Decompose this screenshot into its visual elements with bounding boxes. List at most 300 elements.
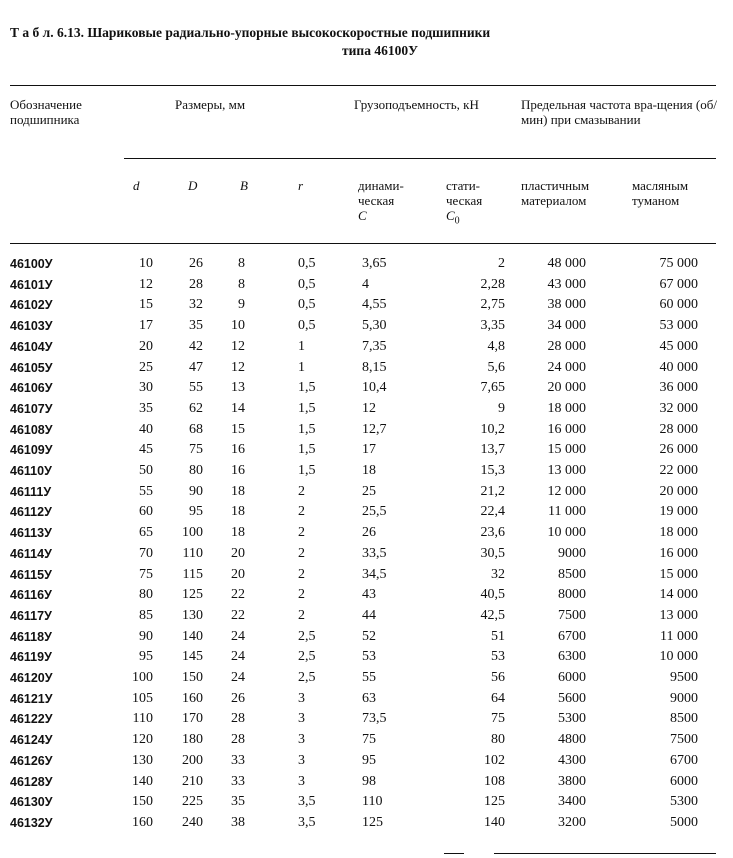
table-row — [0, 337, 733, 358]
cell-D: 140 — [182, 628, 203, 644]
cell-speed-oil-mist: 28 000 — [659, 421, 698, 437]
cell-D: 32 — [189, 297, 203, 313]
cell-B: 15 — [231, 421, 245, 437]
cell-d: 120 — [132, 732, 153, 748]
cell-D: 160 — [182, 690, 203, 706]
cell-dynamic-load: 75 — [362, 732, 376, 748]
cell-designation: 46103У — [10, 319, 53, 334]
cell-D: 95 — [189, 504, 203, 520]
cell-D: 145 — [182, 649, 203, 665]
header-d: d — [133, 178, 140, 193]
cell-r: 2 — [298, 566, 305, 582]
cell-designation: 46119У — [10, 650, 52, 665]
cell-designation: 46102У — [10, 298, 53, 313]
cell-designation: 46130У — [10, 795, 53, 810]
cell-speed-oil-mist: 5000 — [670, 814, 698, 830]
cell-speed-grease: 6000 — [558, 670, 586, 685]
cell-B: 22 — [231, 607, 245, 623]
cell-r: 1 — [298, 359, 305, 375]
table-title — [10, 24, 726, 60]
cell-d: 150 — [132, 794, 153, 810]
cell-speed-oil-mist: 18 000 — [659, 525, 698, 541]
table-row — [0, 585, 733, 606]
cell-d: 95 — [139, 649, 153, 665]
cell-speed-grease: 24 000 — [547, 359, 586, 375]
table-title-line2: типа 46100У — [342, 43, 418, 58]
cell-r: 0,5 — [298, 276, 316, 292]
cell-static-load: 125 — [484, 794, 505, 810]
cell-designation: 46126У — [10, 753, 53, 768]
footer-rule — [494, 853, 716, 854]
cell-static-load: 75 — [491, 711, 505, 727]
cell-d: 105 — [132, 690, 153, 706]
cell-speed-grease: 13 000 — [547, 463, 586, 478]
cell-static-load: 56 — [491, 670, 505, 685]
cell-d: 110 — [132, 711, 153, 727]
cell-designation: 46112У — [10, 505, 52, 520]
cell-r: 3,5 — [298, 814, 316, 830]
cell-speed-oil-mist: 40 000 — [659, 359, 698, 375]
cell-speed-grease: 3400 — [558, 794, 586, 810]
cell-speed-oil-mist: 67 000 — [659, 276, 698, 292]
table-row — [0, 813, 733, 834]
cell-speed-grease: 8000 — [558, 587, 586, 603]
cell-D: 75 — [189, 442, 203, 458]
header-static-subscript: 0 — [454, 215, 460, 227]
cell-designation: 46132У — [10, 815, 53, 830]
cell-d: 130 — [132, 752, 153, 768]
cell-designation: 46111У — [10, 484, 52, 499]
cell-static-load: 13,7 — [480, 442, 505, 458]
cell-r: 2,5 — [298, 628, 316, 644]
table-row — [0, 316, 733, 337]
cell-D: 150 — [182, 670, 203, 685]
cell-r: 1,5 — [298, 442, 316, 458]
table-row — [0, 275, 733, 296]
cell-speed-oil-mist: 8500 — [670, 711, 698, 727]
cell-dynamic-load: 63 — [362, 690, 376, 706]
cell-d: 65 — [139, 525, 153, 541]
cell-speed-grease: 34 000 — [547, 318, 586, 334]
cell-B: 26 — [231, 690, 245, 706]
cell-r: 2 — [298, 607, 305, 623]
cell-r: 2 — [298, 545, 305, 561]
cell-d: 10 — [139, 256, 153, 271]
table-row — [0, 523, 733, 544]
cell-D: 80 — [189, 463, 203, 478]
cell-d: 15 — [139, 297, 153, 313]
cell-r: 2,5 — [298, 670, 316, 685]
cell-r: 0,5 — [298, 256, 316, 271]
table-row — [0, 730, 733, 751]
header-dynamic-label: динами-ческая — [358, 178, 404, 208]
table-row — [0, 627, 733, 648]
cell-d: 40 — [139, 421, 153, 437]
cell-designation: 46100У — [10, 257, 53, 271]
cell-B: 18 — [231, 504, 245, 520]
cell-speed-grease: 7500 — [558, 607, 586, 623]
cell-speed-grease: 10 000 — [547, 525, 586, 541]
cell-D: 62 — [189, 400, 203, 416]
cell-static-load: 80 — [491, 732, 505, 748]
cell-D: 180 — [182, 732, 203, 748]
table-row — [0, 358, 733, 379]
cell-dynamic-load: 55 — [362, 670, 376, 685]
cell-dynamic-load: 10,4 — [362, 380, 387, 396]
cell-speed-grease: 38 000 — [547, 297, 586, 313]
cell-d: 90 — [139, 628, 153, 644]
cell-dynamic-load: 43 — [362, 587, 376, 603]
cell-designation: 46118У — [10, 629, 52, 644]
cell-static-load: 2,28 — [480, 276, 505, 292]
cell-r: 0,5 — [298, 318, 316, 334]
header-dynamic-symbol: C — [358, 208, 367, 223]
cell-dynamic-load: 26 — [362, 525, 376, 541]
cell-D: 130 — [182, 607, 203, 623]
cell-B: 13 — [231, 380, 245, 396]
cell-D: 55 — [189, 380, 203, 396]
cell-D: 68 — [189, 421, 203, 437]
cell-speed-grease: 11 000 — [548, 504, 586, 520]
cell-r: 3 — [298, 773, 305, 789]
cell-dynamic-load: 12,7 — [362, 421, 387, 437]
table-row — [0, 689, 733, 710]
cell-dynamic-load: 4 — [362, 276, 369, 292]
cell-D: 47 — [189, 359, 203, 375]
cell-speed-grease: 5300 — [558, 711, 586, 727]
cell-static-load: 53 — [491, 649, 505, 665]
cell-dynamic-load: 4,55 — [362, 297, 387, 313]
cell-B: 8 — [238, 276, 245, 292]
cell-static-load: 15,3 — [480, 463, 505, 478]
cell-r: 3 — [298, 752, 305, 768]
cell-dynamic-load: 5,30 — [362, 318, 387, 334]
cell-B: 16 — [231, 463, 245, 478]
cell-dynamic-load: 95 — [362, 752, 376, 768]
cell-speed-grease: 8500 — [558, 566, 586, 582]
cell-speed-oil-mist: 60 000 — [659, 297, 698, 313]
header-static-label: стати-ческая — [446, 178, 483, 208]
cell-designation: 46108У — [10, 422, 53, 437]
cell-D: 200 — [182, 752, 203, 768]
cell-static-load: 21,2 — [480, 483, 505, 499]
cell-speed-oil-mist: 20 000 — [659, 483, 698, 499]
cell-r: 1,5 — [298, 463, 316, 478]
table-row — [0, 606, 733, 627]
cell-r: 3 — [298, 732, 305, 748]
cell-d: 45 — [139, 442, 153, 458]
cell-D: 210 — [182, 773, 203, 789]
cell-B: 9 — [238, 297, 245, 313]
cell-speed-oil-mist: 13 000 — [659, 607, 698, 623]
cell-B: 10 — [231, 318, 245, 334]
header-dimensions: Размеры, мм — [175, 97, 246, 112]
cell-d: 17 — [139, 318, 153, 334]
header-speed: Предельная частота вра-щения (об/мин) при смазывании — [521, 97, 717, 127]
cell-D: 28 — [189, 276, 203, 292]
header-static-symbol — [446, 208, 506, 229]
cell-r: 2 — [298, 483, 305, 499]
cell-B: 38 — [231, 814, 245, 830]
cell-speed-oil-mist: 6700 — [670, 752, 698, 768]
cell-D: 240 — [182, 814, 203, 830]
cell-r: 1,5 — [298, 421, 316, 437]
cell-B: 12 — [231, 338, 245, 354]
cell-dynamic-load: 18 — [362, 463, 376, 478]
cell-D: 115 — [182, 566, 203, 582]
cell-B: 8 — [238, 256, 245, 271]
cell-speed-grease: 20 000 — [547, 380, 586, 396]
cell-d: 60 — [139, 504, 153, 520]
cell-D: 42 — [189, 338, 203, 354]
cell-d: 50 — [139, 463, 153, 478]
cell-D: 26 — [189, 256, 203, 271]
top-rule — [10, 85, 716, 86]
table-title-line1: Т а б л. 6.13. Шариковые радиально-упорные высокоскоростные подшипники — [10, 25, 491, 40]
cell-static-load: 2 — [498, 256, 505, 271]
cell-static-load: 32 — [491, 566, 505, 582]
cell-B: 28 — [231, 732, 245, 748]
cell-d: 35 — [139, 400, 153, 416]
cell-speed-oil-mist: 36 000 — [659, 380, 698, 396]
table-row — [0, 709, 733, 730]
header-static — [446, 178, 506, 229]
cell-static-load: 64 — [491, 690, 505, 706]
header-oil: масляным туманом — [632, 178, 689, 208]
header-dynamic — [358, 178, 430, 223]
cell-dynamic-load: 3,65 — [362, 256, 387, 271]
cell-D: 35 — [189, 318, 203, 334]
cell-D: 170 — [182, 711, 203, 727]
cell-r: 1,5 — [298, 380, 316, 396]
table-row — [0, 502, 733, 523]
cell-d: 30 — [139, 380, 153, 396]
cell-speed-oil-mist: 6000 — [670, 773, 698, 789]
cell-designation: 46128У — [10, 774, 53, 789]
cell-designation: 46115У — [10, 567, 52, 582]
cell-static-load: 40,5 — [480, 587, 505, 603]
table-row — [0, 295, 733, 316]
cell-B: 14 — [231, 400, 245, 416]
cell-speed-oil-mist: 26 000 — [659, 442, 698, 458]
cell-B: 12 — [231, 359, 245, 375]
cell-r: 3 — [298, 690, 305, 706]
cell-r: 2 — [298, 587, 305, 603]
cell-static-load: 140 — [484, 814, 505, 830]
cell-speed-oil-mist: 11 000 — [660, 628, 698, 644]
cell-designation: 46106У — [10, 381, 53, 396]
cell-d: 20 — [139, 338, 153, 354]
cell-static-load: 9 — [498, 400, 505, 416]
cell-speed-oil-mist: 45 000 — [659, 338, 698, 354]
table-row — [0, 565, 733, 586]
cell-speed-grease: 16 000 — [547, 421, 586, 437]
cell-d: 160 — [132, 814, 153, 830]
cell-B: 16 — [231, 442, 245, 458]
cell-dynamic-load: 25 — [362, 483, 376, 499]
cell-static-load: 108 — [484, 773, 505, 789]
cell-designation: 46113У — [10, 526, 52, 541]
table-row — [0, 792, 733, 813]
cell-speed-oil-mist: 15 000 — [659, 566, 698, 582]
cell-static-load: 30,5 — [480, 545, 505, 561]
header-D: D — [188, 178, 198, 193]
cell-speed-oil-mist: 16 000 — [659, 545, 698, 561]
cell-speed-grease: 43 000 — [547, 276, 586, 292]
header-midrule — [124, 158, 716, 159]
cell-dynamic-load: 17 — [362, 442, 376, 458]
cell-speed-grease: 9000 — [558, 545, 586, 561]
cell-B: 33 — [231, 773, 245, 789]
cell-dynamic-load: 34,5 — [362, 566, 387, 582]
cell-designation: 46107У — [10, 401, 53, 416]
cell-B: 33 — [231, 752, 245, 768]
cell-speed-oil-mist: 14 000 — [659, 587, 698, 603]
cell-static-load: 42,5 — [480, 607, 505, 623]
cell-static-load: 7,65 — [480, 380, 505, 396]
cell-B: 18 — [231, 483, 245, 499]
cell-dynamic-load: 110 — [362, 794, 383, 810]
cell-designation: 46109У — [10, 443, 53, 458]
cell-dynamic-load: 33,5 — [362, 545, 387, 561]
cell-dynamic-load: 73,5 — [362, 711, 387, 727]
cell-d: 80 — [139, 587, 153, 603]
cell-speed-grease: 12 000 — [547, 483, 586, 499]
cell-B: 20 — [231, 545, 245, 561]
cell-speed-grease: 3200 — [558, 814, 586, 830]
cell-D: 100 — [182, 525, 203, 541]
cell-B: 20 — [231, 566, 245, 582]
cell-speed-oil-mist: 19 000 — [659, 504, 698, 520]
table-row — [0, 254, 733, 275]
cell-D: 90 — [189, 483, 203, 499]
table-row — [0, 420, 733, 441]
table-row — [0, 751, 733, 772]
cell-speed-oil-mist: 32 000 — [659, 400, 698, 416]
cell-speed-grease: 4300 — [558, 752, 586, 768]
cell-r: 2,5 — [298, 649, 316, 665]
cell-D: 110 — [182, 545, 203, 561]
cell-r: 2 — [298, 504, 305, 520]
cell-designation: 46122У — [10, 712, 53, 727]
cell-designation: 46116У — [10, 588, 52, 603]
cell-speed-grease: 5600 — [558, 690, 586, 706]
cell-designation: 46121У — [10, 691, 53, 706]
header-designation: Обозначение подшипника — [10, 97, 82, 127]
cell-static-load: 51 — [491, 628, 505, 644]
cell-r: 0,5 — [298, 297, 316, 313]
cell-static-load: 10,2 — [480, 421, 505, 437]
cell-d: 140 — [132, 773, 153, 789]
cell-B: 28 — [231, 711, 245, 727]
header-bottom-rule — [10, 243, 716, 244]
table-row — [0, 461, 733, 482]
cell-speed-oil-mist: 10 000 — [659, 649, 698, 665]
cell-designation: 46124У — [10, 733, 53, 748]
header-static-symbol-letter: C — [446, 208, 455, 223]
cell-d: 25 — [139, 359, 153, 375]
table-row — [0, 440, 733, 461]
cell-speed-oil-mist: 7500 — [670, 732, 698, 748]
cell-B: 18 — [231, 525, 245, 541]
cell-dynamic-load: 53 — [362, 649, 376, 665]
cell-dynamic-load: 52 — [362, 628, 376, 644]
cell-speed-grease: 48 000 — [547, 256, 586, 271]
cell-designation: 46104У — [10, 339, 53, 354]
cell-dynamic-load: 25,5 — [362, 504, 387, 520]
cell-D: 125 — [182, 587, 203, 603]
cell-designation: 46110У — [10, 464, 52, 478]
table-row — [0, 647, 733, 668]
cell-B: 22 — [231, 587, 245, 603]
cell-d: 70 — [139, 545, 153, 561]
cell-speed-oil-mist: 75 000 — [659, 256, 698, 271]
cell-static-load: 4,8 — [487, 338, 505, 354]
cell-speed-oil-mist: 53 000 — [659, 318, 698, 334]
cell-speed-grease: 6700 — [558, 628, 586, 644]
cell-dynamic-load: 8,15 — [362, 359, 387, 375]
cell-speed-grease: 18 000 — [547, 400, 586, 416]
cell-static-load: 22,4 — [480, 504, 505, 520]
table-row — [0, 399, 733, 420]
cell-speed-grease: 15 000 — [547, 442, 586, 458]
footer-rule-short — [444, 853, 464, 854]
cell-r: 3 — [298, 711, 305, 727]
header-capacity: Грузоподъемность, кН — [354, 97, 479, 112]
cell-designation: 46101У — [10, 277, 53, 292]
cell-d: 85 — [139, 607, 153, 623]
cell-d: 100 — [132, 670, 153, 685]
cell-designation: 46120У — [10, 671, 53, 685]
cell-static-load: 102 — [484, 752, 505, 768]
cell-speed-grease: 3800 — [558, 773, 586, 789]
cell-d: 12 — [139, 276, 153, 292]
cell-dynamic-load: 12 — [362, 400, 376, 416]
cell-designation: 46117У — [10, 608, 52, 623]
cell-r: 1,5 — [298, 400, 316, 416]
table-row — [0, 544, 733, 565]
cell-B: 35 — [231, 794, 245, 810]
cell-static-load: 3,35 — [480, 318, 505, 334]
cell-r: 2 — [298, 525, 305, 541]
cell-r: 1 — [298, 338, 305, 354]
cell-speed-grease: 6300 — [558, 649, 586, 665]
cell-speed-oil-mist: 9000 — [670, 690, 698, 706]
cell-static-load: 23,6 — [480, 525, 505, 541]
cell-dynamic-load: 98 — [362, 773, 376, 789]
cell-dynamic-load: 7,35 — [362, 338, 387, 354]
header-B: B — [240, 178, 248, 193]
cell-B: 24 — [231, 670, 245, 685]
cell-designation: 46105У — [10, 360, 53, 375]
cell-designation: 46114У — [10, 546, 52, 561]
table-row — [0, 482, 733, 503]
cell-static-load: 2,75 — [480, 297, 505, 313]
cell-speed-oil-mist: 9500 — [670, 670, 698, 685]
cell-speed-oil-mist: 5300 — [670, 794, 698, 810]
header-r: r — [298, 178, 304, 193]
cell-speed-grease: 28 000 — [547, 338, 586, 354]
cell-dynamic-load: 44 — [362, 607, 376, 623]
cell-speed-oil-mist: 22 000 — [659, 463, 698, 478]
header-plastic: пластичным материалом — [521, 178, 590, 208]
cell-B: 24 — [231, 649, 245, 665]
cell-d: 55 — [139, 483, 153, 499]
table-row — [0, 668, 733, 689]
cell-r: 3,5 — [298, 794, 316, 810]
cell-d: 75 — [139, 566, 153, 582]
cell-B: 24 — [231, 628, 245, 644]
